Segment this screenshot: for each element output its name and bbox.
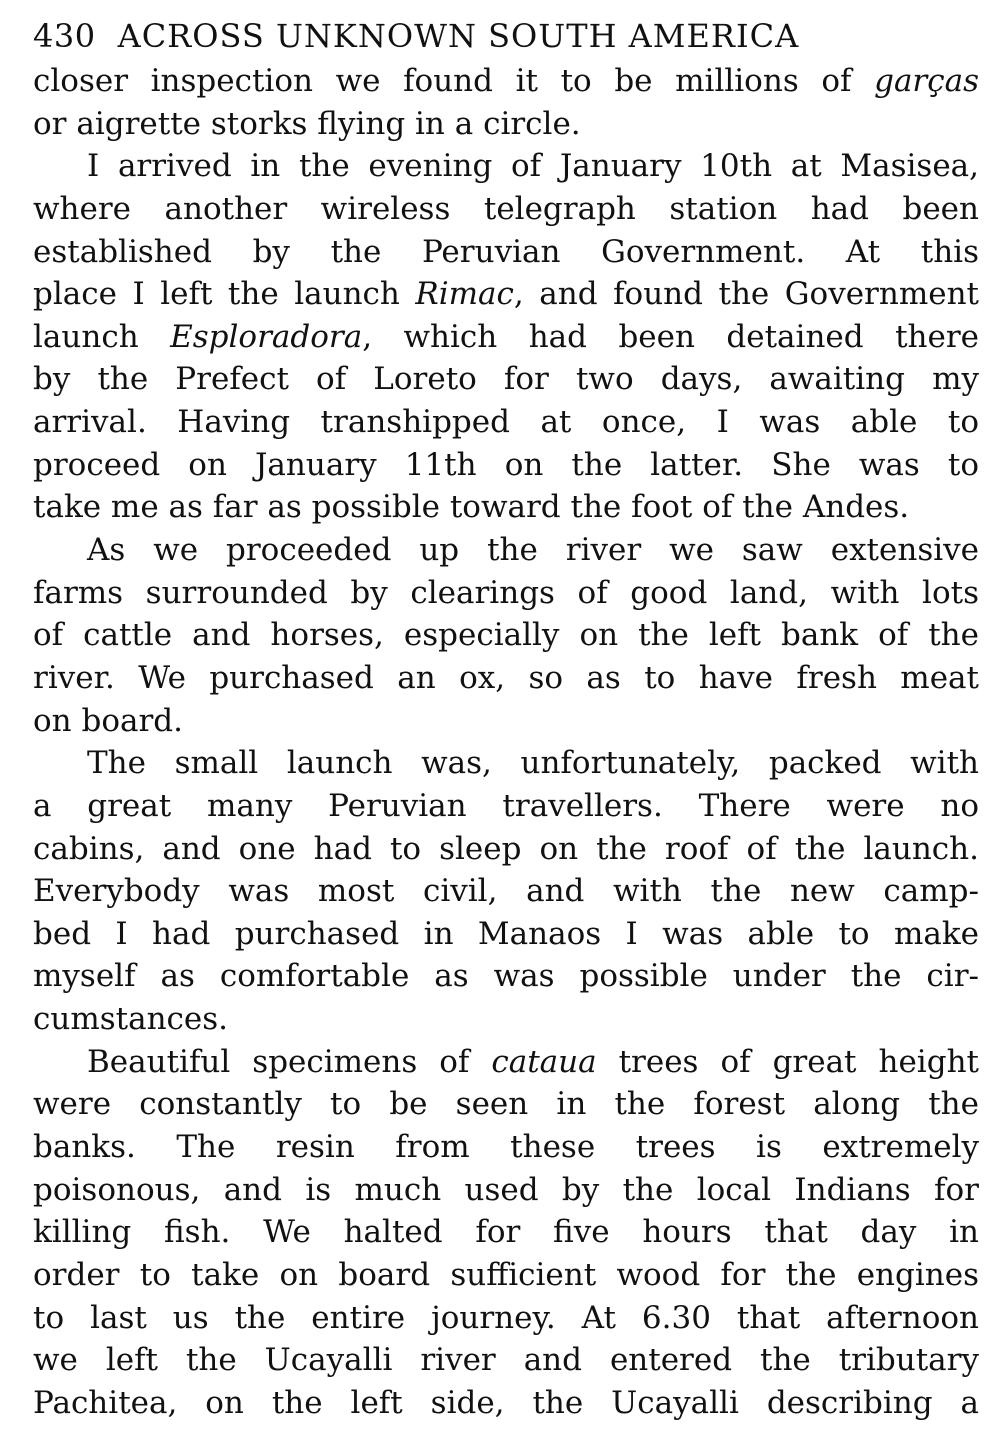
text-line (33, 103, 979, 146)
text-segment: take me as far as possible toward the foot of the Andes. (33, 489, 910, 526)
text-line (33, 1169, 979, 1212)
running-head (33, 12, 979, 60)
text-line (33, 614, 979, 657)
text-line (33, 60, 979, 103)
text-segment: launch (33, 318, 171, 355)
text-line (33, 1254, 979, 1297)
text-line (33, 742, 979, 785)
text-line (33, 444, 979, 487)
text-segment: on board. (33, 702, 183, 739)
book-page (33, 12, 979, 1425)
text-segment: place I left the launch (33, 276, 416, 313)
text-line (33, 273, 979, 316)
text-segment: of cattle and horses, especially on the left bank of the (33, 617, 979, 654)
italic-text-segment: garças (874, 63, 979, 99)
text-line (33, 828, 979, 871)
text-segment: trees of great height (596, 1043, 979, 1080)
text-segment: cabins, and one had to sleep on the roof of the launch. (33, 830, 979, 867)
text-line (33, 1297, 979, 1340)
text-segment: order to take on board sufficient wood for the engines (33, 1256, 979, 1293)
text-segment: closer inspection we found it to be millions of (33, 63, 875, 99)
text-line (33, 145, 979, 188)
italic-text-segment: Rimac (415, 276, 514, 313)
text-segment: banks. The resin from these trees is extremely (33, 1129, 979, 1166)
text-line (33, 785, 979, 828)
text-line (33, 870, 979, 913)
text-segment: were constantly to be seen in the forest along the (33, 1086, 979, 1123)
text-line (33, 486, 979, 529)
text-line (33, 1382, 979, 1425)
text-line (33, 998, 979, 1041)
text-line (33, 1083, 979, 1126)
text-segment: I arrived in the evening of January 10th at Masisea, (87, 148, 979, 185)
running-title: ACROSS UNKNOWN SOUTH AMERICA (117, 17, 800, 55)
text-segment: to last us the entire journey. At 6.30 that afternoon (33, 1299, 979, 1336)
text-line (33, 188, 979, 231)
text-segment: proceed on January 11th on the latter. She was to (33, 446, 979, 483)
text-segment: a great many Peruvian travellers. There were no (33, 787, 979, 824)
text-segment: arrival. Having transhipped at once, I was able to (33, 404, 979, 441)
text-segment: Everybody was most civil, and with the new camp- (33, 873, 979, 910)
text-segment: poisonous, and is much used by the local Indians for (33, 1171, 979, 1208)
text-segment: killing fish. We halted for five hours that day in (33, 1214, 979, 1251)
text-segment: cumstances. (33, 1001, 229, 1038)
body-text (33, 60, 979, 1425)
text-segment: , which had been detained there (362, 318, 980, 355)
text-segment: Pachitea, on the left side, the Ucayalli describing a (33, 1384, 979, 1421)
text-segment: As we proceeded up the river we saw extensive (87, 532, 979, 569)
text-line (33, 955, 979, 998)
text-line (33, 913, 979, 956)
text-line (33, 1339, 979, 1382)
text-segment: or aigrette storks flying in a circle. (33, 105, 581, 142)
text-line (33, 401, 979, 444)
text-line (33, 1041, 979, 1084)
text-segment: farms surrounded by clearings of good land, with lots (33, 574, 979, 611)
text-segment: myself as comfortable as was possible under the cir- (33, 958, 979, 995)
text-segment: by the Prefect of Loreto for two days, awaiting my (33, 361, 979, 398)
page-number: 430 (33, 17, 96, 55)
text-segment: river. We purchased an ox, so as to have fresh meat (33, 659, 979, 696)
text-line (33, 316, 979, 359)
text-segment: The small launch was, unfortunately, packed with (87, 745, 979, 782)
text-line (33, 529, 979, 572)
text-segment: we left the Ucayalli river and entered the tributary (33, 1342, 979, 1379)
italic-text-segment: Esploradora (170, 318, 363, 355)
text-line (33, 572, 979, 615)
text-line (33, 1126, 979, 1169)
text-line (33, 231, 979, 274)
text-line (33, 700, 979, 743)
text-segment: where another wireless telegraph station had been (33, 190, 979, 227)
text-segment: Beautiful specimens of (87, 1043, 492, 1080)
text-segment: bed I had purchased in Manaos I was able to make (33, 915, 979, 952)
italic-text-segment: cataua (491, 1043, 597, 1080)
text-segment: , and found the Government (513, 276, 980, 313)
text-line (33, 1211, 979, 1254)
text-line (33, 657, 979, 700)
text-segment: established by the Peruvian Government. At this (33, 233, 979, 270)
text-line (33, 358, 979, 401)
